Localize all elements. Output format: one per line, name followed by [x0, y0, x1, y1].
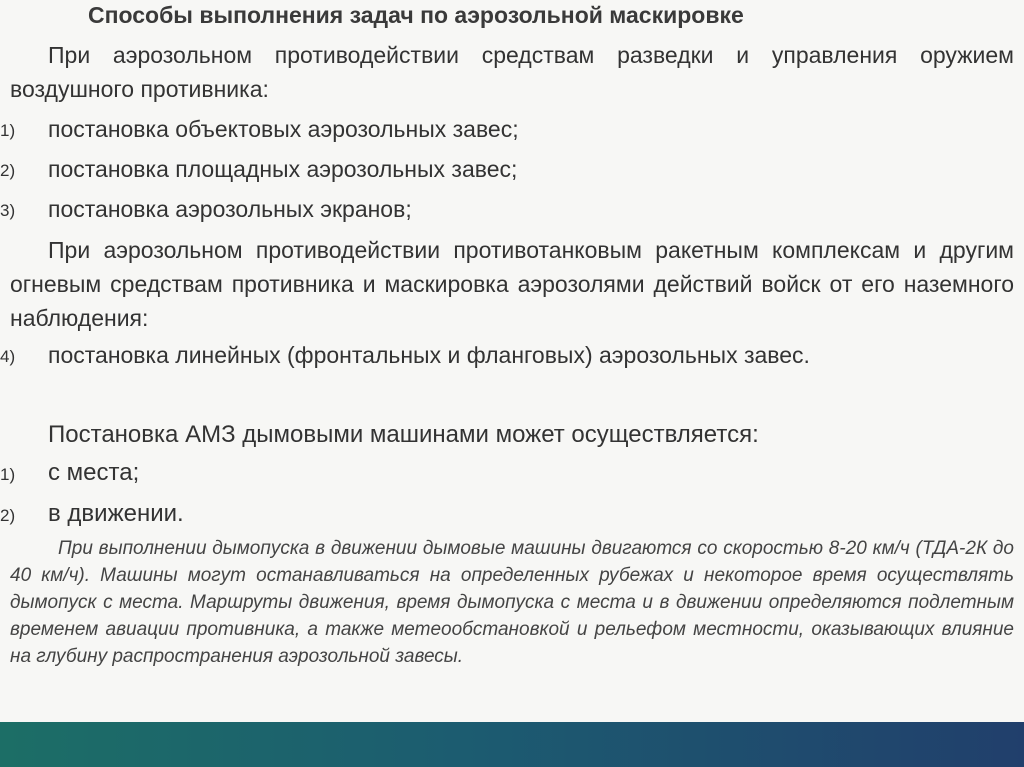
list-ground-methods	[0, 338, 1010, 378]
list-number: 1)	[0, 121, 16, 140]
list-number: 1)	[0, 465, 16, 484]
list-number: 2)	[0, 506, 16, 525]
list-smoke-modes	[0, 456, 1010, 538]
list-text: постановка площадных аэрозольных завес;	[48, 156, 518, 182]
italic-note	[10, 535, 1014, 670]
list-number: 4)	[0, 347, 16, 366]
paragraph-air-defense	[10, 38, 1014, 106]
paragraph-text: Постановка АМЗ дымовыми машинами может осуществляется:	[48, 421, 759, 448]
list-number: 2)	[0, 161, 16, 180]
list-item	[0, 338, 1010, 378]
list-number: 3)	[0, 201, 16, 220]
footer-band	[0, 722, 1024, 767]
list-item	[0, 112, 1010, 152]
list-text: постановка аэрозольных экранов;	[48, 196, 412, 222]
list-text: с места;	[48, 459, 140, 486]
note-text: При выполнении дымопуска в движении дымовые машины двигаются со скоростью 8-20 км/ч (ТДА-2К до 40 км/ч). Машины могут останавливаться на определенных рубежах и некоторое время осуществлять дымопуск с места. Маршруты движения, время дымопуска с места и в движении определяются подлетным временем авиации противника, а также метеообстановкой и рельефом местности, оказывающих влияние на глубину распространения аэрозольной завесы.	[10, 538, 1014, 667]
list-air-methods	[0, 112, 1010, 232]
list-item	[0, 192, 1010, 232]
list-item	[0, 456, 1010, 497]
paragraph-text: При аэрозольном противодействии противотанковым ракетным комплексам и другим огневым средствам противника и маскировка аэрозолями действий войск от его наземного наблюдения:	[10, 237, 1014, 331]
list-item	[0, 497, 1010, 538]
paragraph-smoke-machines	[10, 418, 1014, 452]
list-text: постановка линейных (фронтальных и фланговых) аэрозольных завес.	[48, 342, 810, 368]
paragraph-text: При аэрозольном противодействии средствам разведки и управления оружием воздушного противника:	[10, 42, 1014, 102]
paragraph-ground-defense	[10, 233, 1014, 335]
list-text: в движении.	[48, 500, 184, 527]
list-item	[0, 152, 1010, 192]
list-text: постановка объектовых аэрозольных завес;	[48, 116, 519, 142]
slide-title: Способы выполнения задач по аэрозольной маскировке	[88, 2, 744, 28]
